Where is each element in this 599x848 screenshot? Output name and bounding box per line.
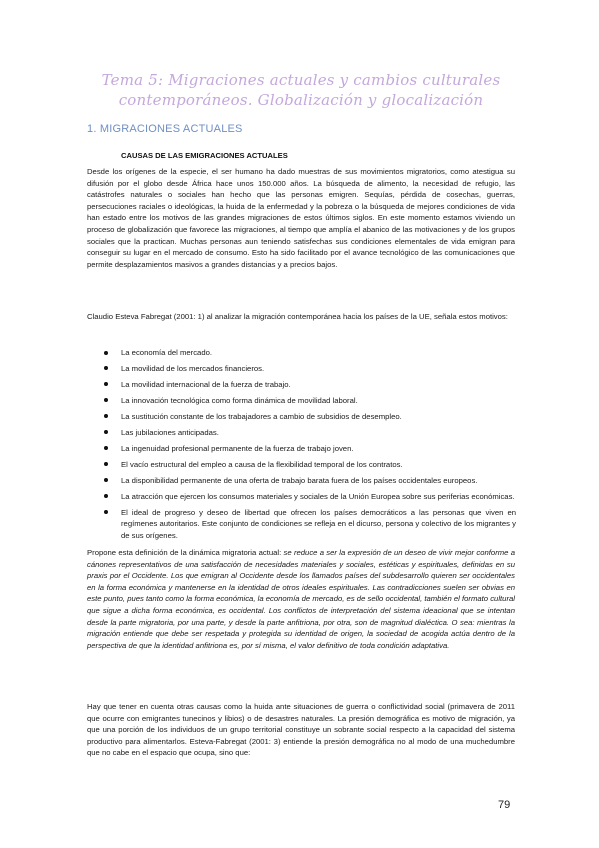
list-item: La innovación tecnológica como forma dinámica de movilidad laboral.	[104, 395, 516, 407]
list-item: La sustitución constante de los trabajadores a cambio de subsidios de desempleo.	[104, 411, 516, 423]
paragraph-other-causes: Hay que tener en cuenta otras causas como la huida ante situaciones de guerra o conflictividad social (primavera de 2011 que ocurre con emigrantes tunecinos y libios) o de desastres naturales. La presión demográfica es motivo de migración, ya que una porción de los individuos de un grupo territorial constituye un sobrante social respecto a la capacidad del sistema productivo para alimentarlos. Esteva-Fabregat (2001: 3) entiende la presión demográfica no al modo de una muchedumbre que no cabe en el espacio que ocupa, sino que:	[87, 702, 515, 758]
bullet-icon	[104, 366, 108, 370]
bullet-icon	[104, 462, 108, 466]
list-item: La economía del mercado.	[104, 347, 516, 359]
bullet-icon	[104, 351, 108, 355]
list-item: La movilidad de los mercados financieros.	[104, 363, 516, 375]
paragraph-esteva-motives: Claudio Esteva Fabregat (2001: 1) al analizar la migración contemporánea hacia los países de la UE, señala estos motivos:	[87, 312, 508, 321]
page-number: 79	[498, 799, 511, 811]
chapter-title	[86, 70, 516, 110]
motives-list	[104, 347, 516, 546]
definition-intro: Propone esta definición de la dinámica migratoria actual:	[87, 548, 284, 557]
section-heading: 1. MIGRACIONES ACTUALES	[87, 123, 243, 135]
bullet-icon	[104, 414, 108, 418]
bullet-icon	[104, 398, 108, 402]
chapter-title-line-1: Tema 5: Migraciones actuales y cambios culturales	[101, 71, 501, 89]
bullet-icon	[104, 430, 108, 434]
subsection-heading: CAUSAS DE LAS EMIGRACIONES ACTUALES	[121, 151, 288, 160]
bullet-icon	[104, 478, 108, 482]
list-item: La disponibilidad permanente de una oferta de trabajo barata fuera de los países occidentales europeos.	[104, 475, 516, 487]
paragraph-definition	[87, 547, 515, 651]
chapter-title-line-2: contemporáneos. Globalización y glocalización	[118, 91, 484, 109]
list-item: La movilidad internacional de la fuerza de trabajo.	[104, 379, 516, 391]
bullet-icon	[104, 446, 108, 450]
list-item: El ideal de progreso y deseo de libertad que ofrecen los países democráticos a las personas que viven en regímenes autoritarios. Este conjunto de condiciones se refleja en el dicurso, persona y colectivo de los migrantes y de sus orígenes.	[104, 507, 516, 542]
list-item: Las jubilaciones anticipadas.	[104, 427, 516, 439]
list-item: La atracción que ejercen los consumos materiales y sociales de la Unión Europea sobre sus periferias económicas.	[104, 491, 516, 503]
paragraph-intro: Desde los orígenes de la especie, el ser humano ha dado muestras de sus movimientos migratorios, como atestigua su difusión por el globo desde África hace unos 150.000 años. La búsqueda de alimento, la necesidad de refugio, las catástrofes naturales o sociales han hecho que las personas emigren. Sequías, pérdida de cosechas, guerras, persecuciones raciales o ideológicas, la huida de la enfermedad y la pobreza o la búsqueda de mejores condiciones de vida han estado entre los motivos de las grandes migraciones de estos últimos siglos. En este momento estamos viviendo un proceso de globalización que favorece las migraciones, al tiempo que amplía el abanico de las motivaciones y de los grupos sociales que la practican. Muchas personas aun teniendo satisfechas sus condiciones elementales de vida emigran para conseguir su lugar en el mercado de consumo. Esto ha sido facilitado por el avance tecnológico de las comunicaciones que permite desplazamientos masivos a grandes distancias y a precios bajos.	[87, 167, 515, 269]
bullet-icon	[104, 510, 108, 514]
list-item: La ingenuidad profesional permanente de la fuerza de trabajo joven.	[104, 443, 516, 455]
bullet-icon	[104, 382, 108, 386]
bullet-icon	[104, 494, 108, 498]
definition-quote: se reduce a ser la expresión de un deseo de vivir mejor conforme a cánones representativos de una satisfacción de necesidades materiales y sociales, estéticas y espirituales, definidas en su praxis por el Occidente. Los que emigran al Occidente desde los llamados países del subdesarrollo quieren ser occidentales en la forma económica y mantenerse en la identidad de otros ideales espirituales. Las contradicciones suelen ser obvias en este punto, pues tanto como la forma económica, la economía de mercado, es de sello occidental, también el formato cultural que sigue a dicha forma económica, es occidental. Los conflictos de interpretación del sistema ideacional que se intentan desde la parte migratoria, por una parte, y desde la parte anfitriona, por otra, son de magnitud dialéctica. O sea: mientras la migración entiende que debe ser respetada y protegida su identidad de origen, la sociedad de acogida actúa dentro de la perspectiva de que la identidad anfitriona es, por sí misma, el valor definitivo de toda condición adaptativa.	[87, 548, 515, 650]
list-item: El vacío estructural del empleo a causa de la flexibilidad temporal de los contratos.	[104, 459, 516, 471]
